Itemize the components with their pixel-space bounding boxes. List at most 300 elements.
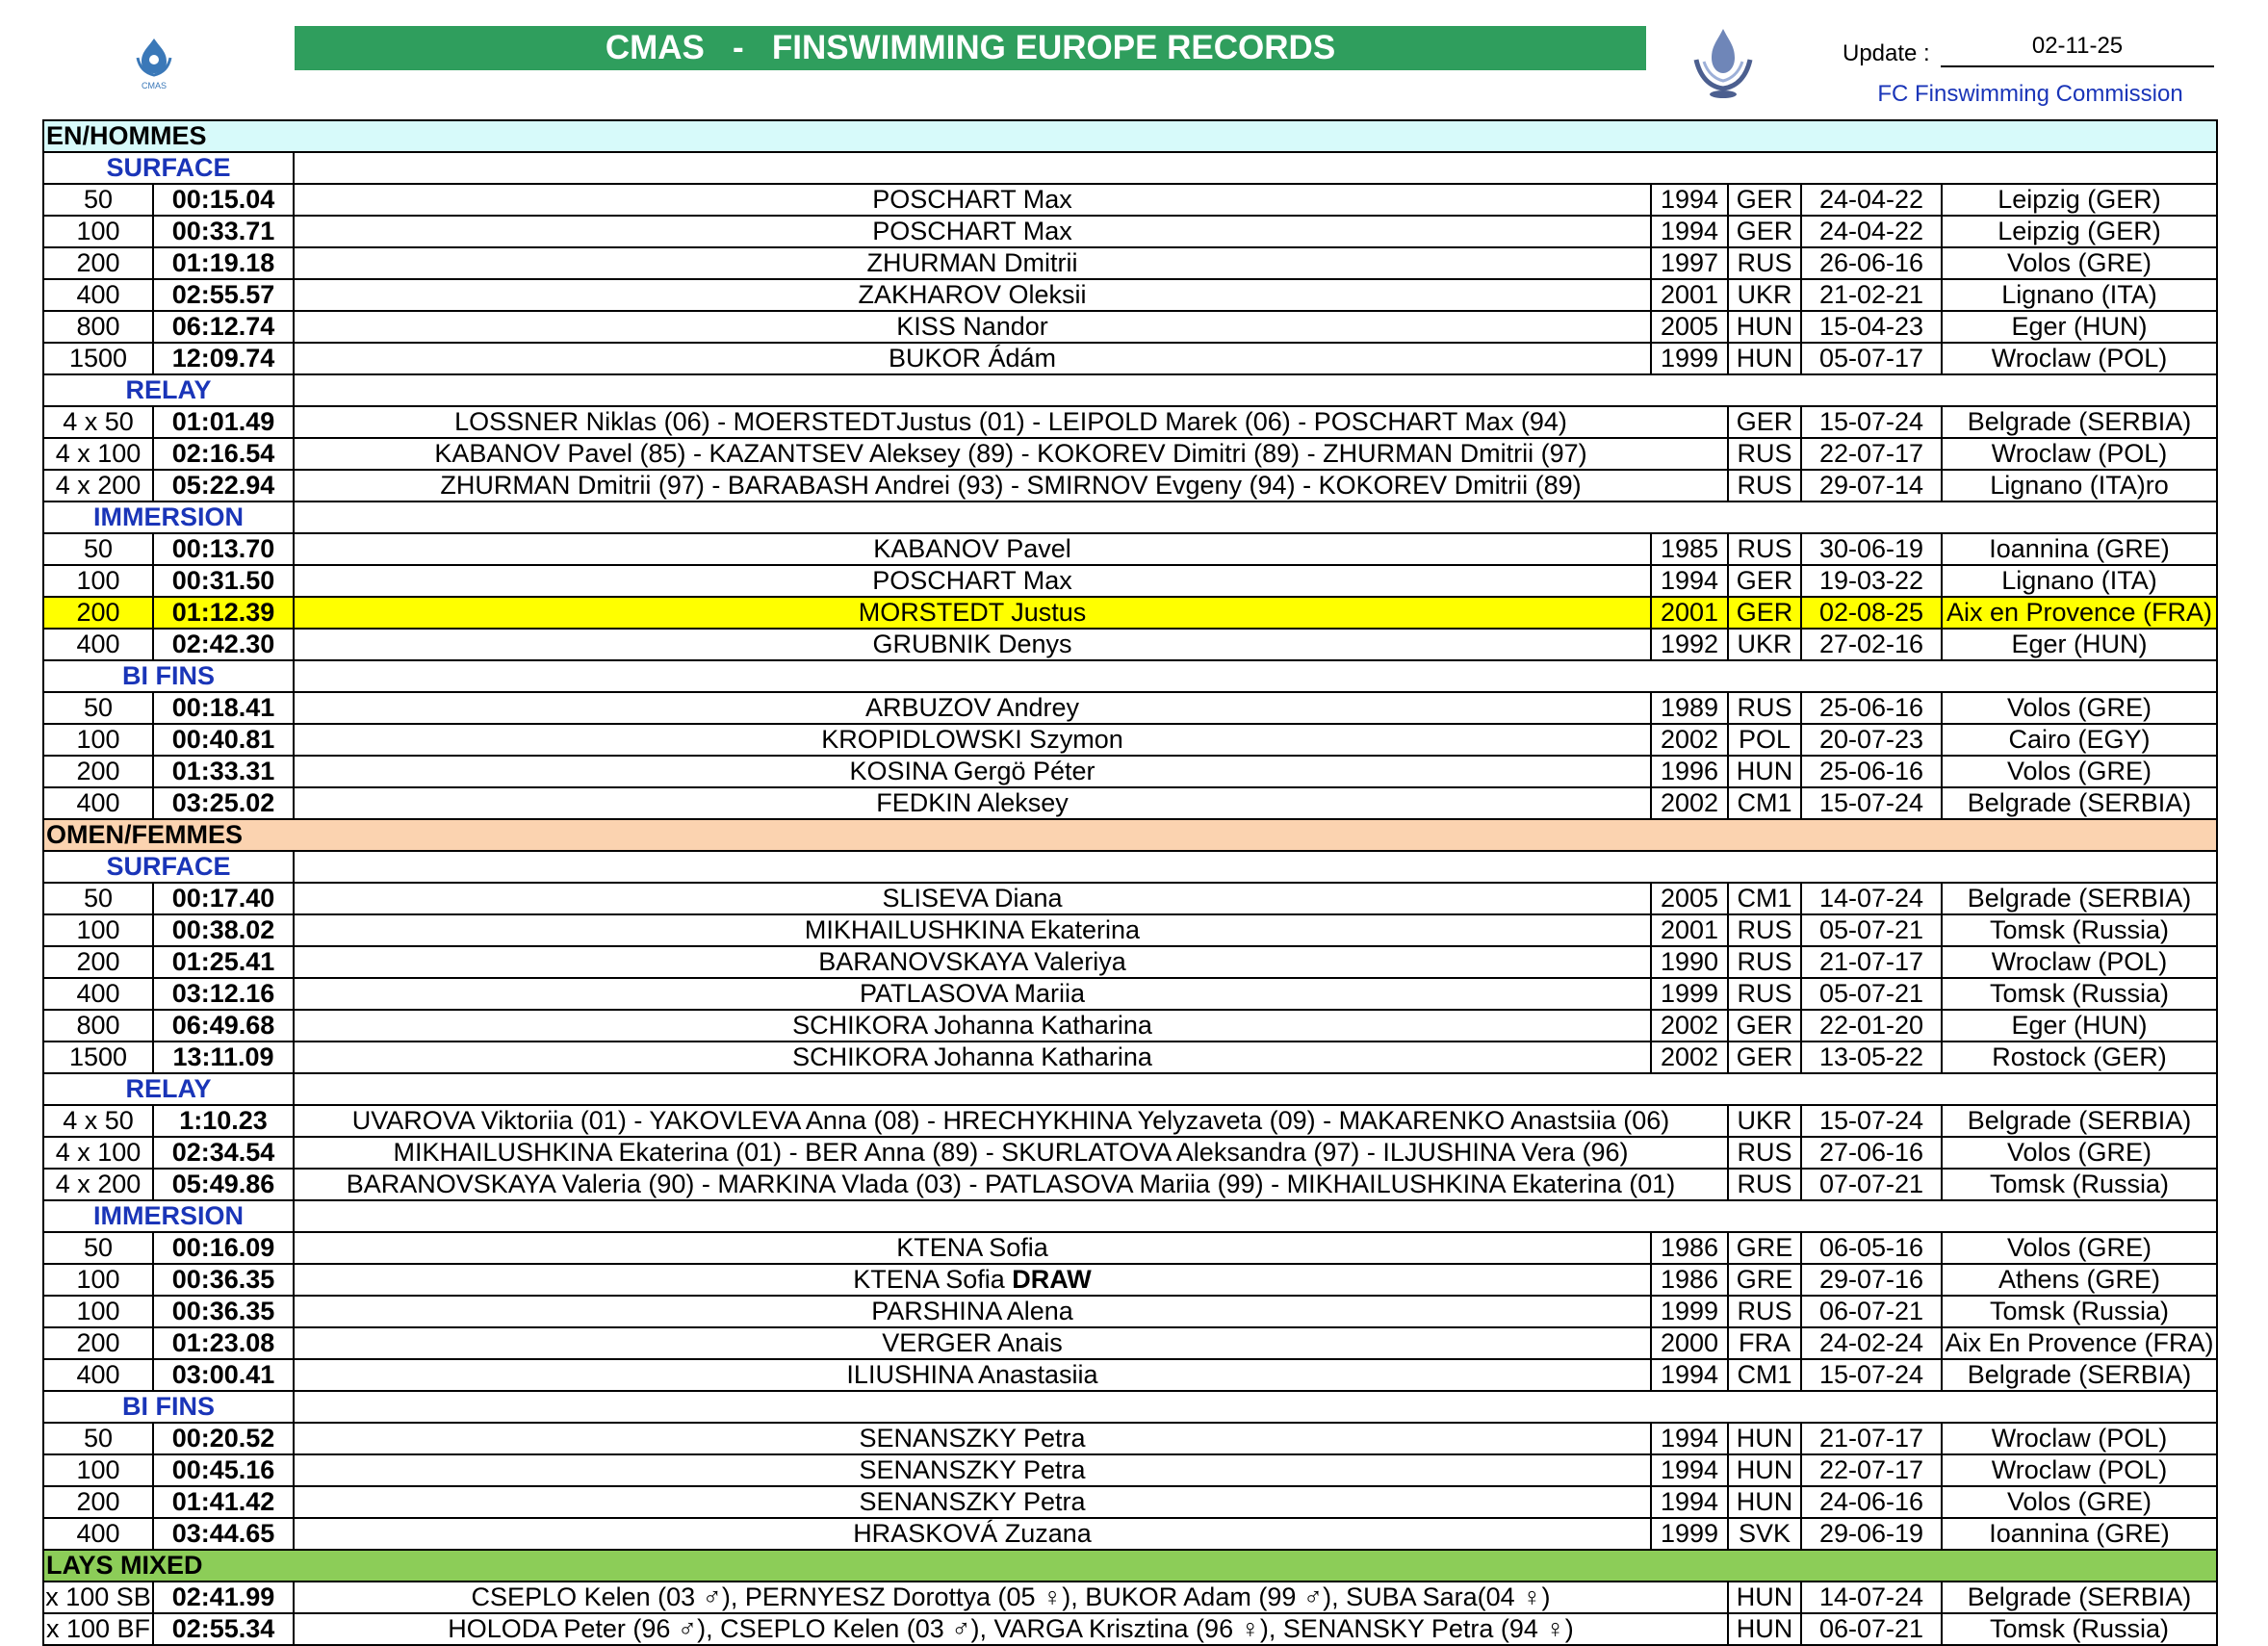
athlete-name: SENANSZKY Petra bbox=[859, 1487, 1086, 1516]
date-cell: 19-03-22 bbox=[1801, 565, 1942, 597]
nation-cell: HUN bbox=[1728, 311, 1801, 343]
date-cell: 27-06-16 bbox=[1801, 1137, 1942, 1169]
athlete-cell bbox=[294, 787, 1651, 819]
date-cell: 29-06-19 bbox=[1801, 1518, 1942, 1550]
date-cell: 20-07-23 bbox=[1801, 724, 1942, 756]
date-cell: 07-07-21 bbox=[1801, 1169, 1942, 1200]
athlete-cell bbox=[294, 1296, 1651, 1327]
athlete-cell bbox=[294, 1518, 1651, 1550]
place-cell col-right-border: Tomsk (Russia) bbox=[1942, 1613, 2217, 1645]
athlete-cell bbox=[294, 1010, 1651, 1042]
category-label: IMMERSION bbox=[43, 502, 294, 533]
records-table bbox=[42, 119, 2218, 1646]
athlete-cell bbox=[294, 1454, 1651, 1486]
cmas-emblem-icon bbox=[1683, 23, 1764, 100]
date-cell: 24-04-22 bbox=[1801, 216, 1942, 247]
time-cell: 00:15.04 bbox=[153, 184, 294, 216]
record-row bbox=[43, 184, 2217, 216]
time-cell: 00:13.70 bbox=[153, 533, 294, 565]
distance-cell: 200 bbox=[43, 1327, 153, 1359]
distance-cell: 400 bbox=[43, 978, 153, 1010]
athlete-cell bbox=[294, 1423, 1651, 1454]
place-cell col-right-border: Belgrade (SERBIA) bbox=[1942, 1105, 2217, 1137]
time-cell: 03:00.41 bbox=[153, 1359, 294, 1391]
nation-cell: RUS bbox=[1728, 438, 1801, 470]
birth-year-cell: 1999 bbox=[1651, 1518, 1728, 1550]
athlete-name: POSCHART Max bbox=[872, 217, 1072, 245]
distance-cell: 1500 bbox=[43, 343, 153, 374]
nation-cell: CM1 bbox=[1728, 883, 1801, 914]
nation-cell: GER bbox=[1728, 216, 1801, 247]
distance-cell: 800 bbox=[43, 311, 153, 343]
nation-cell: RUS bbox=[1728, 1169, 1801, 1200]
time-cell: 05:22.94 bbox=[153, 470, 294, 502]
athlete-name: KTENA Sofia bbox=[896, 1233, 1048, 1262]
date-cell: 02-08-25 bbox=[1801, 597, 1942, 629]
nation-cell: GRE bbox=[1728, 1232, 1801, 1264]
time-cell: 00:40.81 bbox=[153, 724, 294, 756]
place-cell col-right-border: Eger (HUN) bbox=[1942, 311, 2217, 343]
place-cell col-right-border: Leipzig (GER) bbox=[1942, 184, 2217, 216]
category-label: IMMERSION bbox=[43, 1200, 294, 1232]
distance-cell: 200 bbox=[43, 247, 153, 279]
time-cell: 13:11.09 bbox=[153, 1042, 294, 1073]
record-row bbox=[43, 1137, 2217, 1169]
birth-year-cell: 2001 bbox=[1651, 914, 1728, 946]
record-row bbox=[43, 1582, 2217, 1613]
category-header-row bbox=[43, 660, 2217, 692]
athlete-cell bbox=[294, 1486, 1651, 1518]
time-cell: 03:44.65 bbox=[153, 1518, 294, 1550]
time-cell: 00:33.71 bbox=[153, 216, 294, 247]
place-cell col-right-border: Lignano (ITA) bbox=[1942, 279, 2217, 311]
athlete-cell bbox=[294, 1359, 1651, 1391]
date-cell: 05-07-21 bbox=[1801, 978, 1942, 1010]
birth-year-cell: 1986 bbox=[1651, 1232, 1728, 1264]
athlete-cell bbox=[294, 914, 1651, 946]
section-header-row bbox=[43, 1550, 2217, 1582]
athlete-name: VERGER Anais bbox=[882, 1328, 1063, 1357]
distance-cell: 100 bbox=[43, 1296, 153, 1327]
record-row bbox=[43, 343, 2217, 374]
record-row bbox=[43, 978, 2217, 1010]
athlete-name: SENANSZKY Petra bbox=[859, 1455, 1086, 1484]
record-row bbox=[43, 1613, 2217, 1645]
distance-cell: 100 bbox=[43, 216, 153, 247]
place-cell col-right-border: Belgrade (SERBIA) bbox=[1942, 406, 2217, 438]
date-cell: 24-02-24 bbox=[1801, 1327, 1942, 1359]
athlete-name: SCHIKORA Johanna Katharina bbox=[792, 1042, 1152, 1071]
athlete-name: GRUBNIK Denys bbox=[872, 630, 1072, 658]
place-cell col-right-border: Volos (GRE) bbox=[1942, 247, 2217, 279]
distance-cell: 200 bbox=[43, 597, 153, 629]
birth-year-cell: 1994 bbox=[1651, 1423, 1728, 1454]
record-row bbox=[43, 1423, 2217, 1454]
distance-cell: 400 bbox=[43, 629, 153, 660]
time-cell: 00:45.16 bbox=[153, 1454, 294, 1486]
category-header-row bbox=[43, 851, 2217, 883]
place-cell col-right-border: Ioannina (GRE) bbox=[1942, 533, 2217, 565]
category-label: RELAY bbox=[43, 374, 294, 406]
athlete-cell bbox=[294, 279, 1651, 311]
category-spacer bbox=[294, 152, 2217, 184]
birth-year-cell: 1994 bbox=[1651, 216, 1728, 247]
category-header-row bbox=[43, 502, 2217, 533]
distance-cell: 4 x 50 bbox=[43, 1105, 153, 1137]
section-label: OMEN/FEMMES bbox=[43, 819, 2217, 851]
place-cell col-right-border: Aix En Provence (FRA) bbox=[1942, 1327, 2217, 1359]
time-cell: 00:36.35 bbox=[153, 1264, 294, 1296]
nation-cell: UKR bbox=[1728, 629, 1801, 660]
record-row bbox=[43, 1518, 2217, 1550]
record-row bbox=[43, 1359, 2217, 1391]
distance-cell: 100 bbox=[43, 1264, 153, 1296]
athlete-name: KOSINA Gergö Péter bbox=[849, 757, 1095, 785]
nation-cell: HUN bbox=[1728, 1582, 1801, 1613]
record-row bbox=[43, 883, 2217, 914]
nation-cell: CM1 bbox=[1728, 1359, 1801, 1391]
record-row bbox=[43, 279, 2217, 311]
record-row bbox=[43, 533, 2217, 565]
distance-cell: 4 x 100 bbox=[43, 1137, 153, 1169]
date-cell: 29-07-16 bbox=[1801, 1264, 1942, 1296]
record-row bbox=[43, 311, 2217, 343]
date-cell: 24-04-22 bbox=[1801, 184, 1942, 216]
birth-year-cell: 1996 bbox=[1651, 756, 1728, 787]
date-cell: 22-07-17 bbox=[1801, 1454, 1942, 1486]
date-cell: 15-07-24 bbox=[1801, 787, 1942, 819]
athlete-name: POSCHART Max bbox=[872, 185, 1072, 214]
record-row bbox=[43, 406, 2217, 438]
nation-cell: GER bbox=[1728, 1010, 1801, 1042]
time-cell: 01:41.42 bbox=[153, 1486, 294, 1518]
distance-cell: 200 bbox=[43, 946, 153, 978]
record-row bbox=[43, 1486, 2217, 1518]
birth-year-cell: 2002 bbox=[1651, 787, 1728, 819]
nation-cell: RUS bbox=[1728, 1296, 1801, 1327]
athlete-cell bbox=[294, 247, 1651, 279]
category-spacer bbox=[294, 374, 2217, 406]
nation-cell: HUN bbox=[1728, 1613, 1801, 1645]
place-cell col-right-border: Eger (HUN) bbox=[1942, 1010, 2217, 1042]
distance-cell: 400 bbox=[43, 1518, 153, 1550]
distance-cell: 400 bbox=[43, 279, 153, 311]
athlete-cell bbox=[294, 565, 1651, 597]
update-date: 02-11-25 bbox=[1941, 33, 2214, 67]
date-cell: 06-07-21 bbox=[1801, 1296, 1942, 1327]
place-cell col-right-border: Volos (GRE) bbox=[1942, 1137, 2217, 1169]
time-cell: 02:16.54 bbox=[153, 438, 294, 470]
category-header-row bbox=[43, 1391, 2217, 1423]
distance-cell: x 100 SB bbox=[43, 1582, 153, 1613]
nation-cell: HUN bbox=[1728, 756, 1801, 787]
athlete-name: KABANOV Pavel bbox=[873, 534, 1071, 563]
athlete-name: KTENA Sofia bbox=[853, 1265, 1005, 1294]
athlete-cell bbox=[294, 1327, 1651, 1359]
athlete-cell: ZHURMAN Dmitrii (97) - BARABASH Andrei (93) - SMIRNOV Evgeny (94) - KOKOREV Dmitrii (89) bbox=[294, 470, 1728, 502]
category-label: BI FINS bbox=[43, 660, 294, 692]
athlete-cell bbox=[294, 978, 1651, 1010]
logo-text: CMAS bbox=[141, 81, 168, 90]
distance-cell: 50 bbox=[43, 692, 153, 724]
nation-cell: POL bbox=[1728, 724, 1801, 756]
birth-year-cell: 2001 bbox=[1651, 279, 1728, 311]
place-cell col-right-border: Wroclaw (POL) bbox=[1942, 438, 2217, 470]
nation-cell: RUS bbox=[1728, 470, 1801, 502]
birth-year-cell: 1994 bbox=[1651, 565, 1728, 597]
nation-cell: UKR bbox=[1728, 279, 1801, 311]
distance-cell: 100 bbox=[43, 724, 153, 756]
record-row bbox=[43, 1010, 2217, 1042]
place-cell col-right-border: Athens (GRE) bbox=[1942, 1264, 2217, 1296]
distance-cell: 50 bbox=[43, 1423, 153, 1454]
date-cell: 15-07-24 bbox=[1801, 1105, 1942, 1137]
record-row bbox=[43, 438, 2217, 470]
distance-cell: 100 bbox=[43, 565, 153, 597]
place-cell col-right-border: Volos (GRE) bbox=[1942, 692, 2217, 724]
place-cell col-right-border: Cairo (EGY) bbox=[1942, 724, 2217, 756]
record-row bbox=[43, 565, 2217, 597]
distance-cell: 50 bbox=[43, 533, 153, 565]
section-label: LAYS MIXED bbox=[43, 1550, 2217, 1582]
athlete-cell bbox=[294, 883, 1651, 914]
date-cell: 21-07-17 bbox=[1801, 1423, 1942, 1454]
athlete-cell bbox=[294, 692, 1651, 724]
athlete-cell: HOLODA Peter (96 ♂), CSEPLO Kelen (03 ♂), VARGA Krisztina (96 ♀), SENANSKY Petra (94 ♀) bbox=[294, 1613, 1728, 1645]
nation-cell: RUS bbox=[1728, 946, 1801, 978]
category-spacer bbox=[294, 851, 2217, 883]
date-cell: 15-04-23 bbox=[1801, 311, 1942, 343]
athlete-cell: CSEPLO Kelen (03 ♂), PERNYESZ Dorottya (05 ♀), BUKOR Adam (99 ♂), SUBA Sara(04 ♀) bbox=[294, 1582, 1728, 1613]
athlete-name: SENANSZKY Petra bbox=[859, 1424, 1086, 1453]
nation-cell: GRE bbox=[1728, 1264, 1801, 1296]
date-cell: 27-02-16 bbox=[1801, 629, 1942, 660]
record-row bbox=[43, 629, 2217, 660]
category-spacer bbox=[294, 660, 2217, 692]
nation-cell: GER bbox=[1728, 184, 1801, 216]
place-cell col-right-border: Belgrade (SERBIA) bbox=[1942, 1359, 2217, 1391]
athlete-name: FEDKIN Aleksey bbox=[876, 788, 1069, 817]
date-cell: 21-02-21 bbox=[1801, 279, 1942, 311]
time-cell: 12:09.74 bbox=[153, 343, 294, 374]
time-cell: 01:12.39 bbox=[153, 597, 294, 629]
birth-year-cell: 1994 bbox=[1651, 1359, 1728, 1391]
athlete-cell bbox=[294, 946, 1651, 978]
record-row bbox=[43, 1264, 2217, 1296]
distance-cell: x 100 BF bbox=[43, 1613, 153, 1645]
category-spacer bbox=[294, 1391, 2217, 1423]
athlete-cell bbox=[294, 629, 1651, 660]
birth-year-cell: 2000 bbox=[1651, 1327, 1728, 1359]
date-cell: 05-07-21 bbox=[1801, 914, 1942, 946]
time-cell: 03:25.02 bbox=[153, 787, 294, 819]
record-row bbox=[43, 247, 2217, 279]
time-cell: 03:12.16 bbox=[153, 978, 294, 1010]
category-label: SURFACE bbox=[43, 152, 294, 184]
page-title: CMAS - FINSWIMMING EUROPE RECORDS bbox=[295, 26, 1646, 70]
distance-cell: 400 bbox=[43, 1359, 153, 1391]
time-cell: 02:55.57 bbox=[153, 279, 294, 311]
time-cell: 00:38.02 bbox=[153, 914, 294, 946]
date-cell: 24-06-16 bbox=[1801, 1486, 1942, 1518]
nation-cell: RUS bbox=[1728, 533, 1801, 565]
category-label: RELAY bbox=[43, 1073, 294, 1105]
athlete-name: KISS Nandor bbox=[896, 312, 1048, 341]
nation-cell: GER bbox=[1728, 406, 1801, 438]
athlete-name: MIKHAILUSHKINA Ekaterina bbox=[804, 915, 1141, 944]
distance-cell: 50 bbox=[43, 1232, 153, 1264]
date-cell: 26-06-16 bbox=[1801, 247, 1942, 279]
date-cell: 22-01-20 bbox=[1801, 1010, 1942, 1042]
draw-note: DRAW bbox=[1012, 1265, 1092, 1294]
place-cell col-right-border: Lignano (ITA) bbox=[1942, 565, 2217, 597]
record-row bbox=[43, 1454, 2217, 1486]
nation-cell: UKR bbox=[1728, 1105, 1801, 1137]
distance-cell: 100 bbox=[43, 1454, 153, 1486]
record-row bbox=[43, 692, 2217, 724]
athlete-name: PATLASOVA Mariia bbox=[859, 979, 1086, 1008]
athlete-cell bbox=[294, 216, 1651, 247]
date-cell: 05-07-17 bbox=[1801, 343, 1942, 374]
nation-cell: SVK bbox=[1728, 1518, 1801, 1550]
time-cell: 00:20.52 bbox=[153, 1423, 294, 1454]
record-row bbox=[43, 216, 2217, 247]
place-cell col-right-border: Volos (GRE) bbox=[1942, 756, 2217, 787]
athlete-cell bbox=[294, 311, 1651, 343]
athlete-cell bbox=[294, 184, 1651, 216]
update-label: Update : bbox=[1843, 40, 1930, 66]
athlete-cell: MIKHAILUSHKINA Ekaterina (01) - BER Anna (89) - SKURLATOVA Aleksandra (97) - ILJUSHINA Vera (96) bbox=[294, 1137, 1728, 1169]
time-cell: 02:55.34 bbox=[153, 1613, 294, 1645]
athlete-name: MORSTEDT Justus bbox=[858, 598, 1087, 627]
athlete-cell: KABANOV Pavel (85) - KAZANTSEV Aleksey (89) - KOKOREV Dimitri (89) - ZHURMAN Dmitrii (97) bbox=[294, 438, 1728, 470]
nation-cell: GER bbox=[1728, 565, 1801, 597]
birth-year-cell: 2001 bbox=[1651, 597, 1728, 629]
place-cell col-right-border: Wroclaw (POL) bbox=[1942, 343, 2217, 374]
category-header-row bbox=[43, 152, 2217, 184]
birth-year-cell: 1989 bbox=[1651, 692, 1728, 724]
time-cell: 1:10.23 bbox=[153, 1105, 294, 1137]
nation-cell: CM1 bbox=[1728, 787, 1801, 819]
time-cell: 05:49.86 bbox=[153, 1169, 294, 1200]
category-header-row bbox=[43, 1073, 2217, 1105]
distance-cell: 4 x 200 bbox=[43, 1169, 153, 1200]
record-row bbox=[43, 1232, 2217, 1264]
time-cell: 00:16.09 bbox=[153, 1232, 294, 1264]
record-row bbox=[43, 470, 2217, 502]
date-cell: 15-07-24 bbox=[1801, 406, 1942, 438]
athlete-cell: LOSSNER Niklas (06) - MOERSTEDTJustus (01) - LEIPOLD Marek (06) - POSCHART Max (94) bbox=[294, 406, 1728, 438]
cmas-logo-icon bbox=[128, 35, 180, 92]
distance-cell: 200 bbox=[43, 1486, 153, 1518]
athlete-name: HRASKOVÁ Zuzana bbox=[853, 1519, 1092, 1548]
date-cell: 22-07-17 bbox=[1801, 438, 1942, 470]
time-cell: 02:34.54 bbox=[153, 1137, 294, 1169]
place-cell col-right-border: Volos (GRE) bbox=[1942, 1232, 2217, 1264]
section-header-row bbox=[43, 120, 2217, 152]
birth-year-cell: 1986 bbox=[1651, 1264, 1728, 1296]
distance-cell: 100 bbox=[43, 914, 153, 946]
place-cell col-right-border: Leipzig (GER) bbox=[1942, 216, 2217, 247]
distance-cell: 1500 bbox=[43, 1042, 153, 1073]
distance-cell: 200 bbox=[43, 756, 153, 787]
record-row bbox=[43, 1169, 2217, 1200]
place-cell col-right-border: Ioannina (GRE) bbox=[1942, 1518, 2217, 1550]
athlete-cell bbox=[294, 756, 1651, 787]
distance-cell: 800 bbox=[43, 1010, 153, 1042]
birth-year-cell: 1999 bbox=[1651, 343, 1728, 374]
commission-label: FC Finswimming Commission bbox=[1877, 81, 2183, 107]
athlete-cell bbox=[294, 1232, 1651, 1264]
athlete-cell bbox=[294, 1264, 1651, 1296]
category-spacer bbox=[294, 502, 2217, 533]
nation-cell: HUN bbox=[1728, 1423, 1801, 1454]
athlete-cell bbox=[294, 724, 1651, 756]
category-header-row bbox=[43, 374, 2217, 406]
distance-cell: 50 bbox=[43, 184, 153, 216]
athlete-name: POSCHART Max bbox=[872, 566, 1072, 595]
time-cell: 01:33.31 bbox=[153, 756, 294, 787]
category-spacer bbox=[294, 1200, 2217, 1232]
athlete-cell bbox=[294, 533, 1651, 565]
athlete-cell bbox=[294, 343, 1651, 374]
nation-cell: HUN bbox=[1728, 1486, 1801, 1518]
date-cell: 06-05-16 bbox=[1801, 1232, 1942, 1264]
birth-year-cell: 1997 bbox=[1651, 247, 1728, 279]
place-cell col-right-border: Tomsk (Russia) bbox=[1942, 978, 2217, 1010]
date-cell: 25-06-16 bbox=[1801, 692, 1942, 724]
date-cell: 13-05-22 bbox=[1801, 1042, 1942, 1073]
place-cell col-right-border: Lignano (ITA)ro bbox=[1942, 470, 2217, 502]
birth-year-cell: 1994 bbox=[1651, 1454, 1728, 1486]
place-cell col-right-border: Eger (HUN) bbox=[1942, 629, 2217, 660]
record-row bbox=[43, 756, 2217, 787]
place-cell col-right-border: Volos (GRE) bbox=[1942, 1486, 2217, 1518]
place-cell col-right-border: Belgrade (SERBIA) bbox=[1942, 1582, 2217, 1613]
nation-cell: RUS bbox=[1728, 1137, 1801, 1169]
date-cell: 14-07-24 bbox=[1801, 883, 1942, 914]
date-cell: 06-07-21 bbox=[1801, 1613, 1942, 1645]
time-cell: 02:41.99 bbox=[153, 1582, 294, 1613]
birth-year-cell: 1990 bbox=[1651, 946, 1728, 978]
nation-cell: RUS bbox=[1728, 978, 1801, 1010]
date-cell: 29-07-14 bbox=[1801, 470, 1942, 502]
time-cell: 01:01.49 bbox=[153, 406, 294, 438]
distance-cell: 4 x 100 bbox=[43, 438, 153, 470]
birth-year-cell: 2002 bbox=[1651, 1042, 1728, 1073]
athlete-name: ARBUZOV Andrey bbox=[864, 693, 1080, 722]
date-cell: 30-06-19 bbox=[1801, 533, 1942, 565]
place-cell col-right-border: Tomsk (Russia) bbox=[1942, 1169, 2217, 1200]
record-row bbox=[43, 787, 2217, 819]
record-row bbox=[43, 724, 2217, 756]
nation-cell: HUN bbox=[1728, 1454, 1801, 1486]
section-label: EN/HOMMES bbox=[43, 120, 2217, 152]
distance-cell: 4 x 200 bbox=[43, 470, 153, 502]
place-cell col-right-border: Aix en Provence (FRA) bbox=[1942, 597, 2217, 629]
time-cell: 02:42.30 bbox=[153, 629, 294, 660]
birth-year-cell: 1994 bbox=[1651, 1486, 1728, 1518]
time-cell: 00:31.50 bbox=[153, 565, 294, 597]
athlete-name: SLISEVA Diana bbox=[882, 884, 1063, 913]
time-cell: 06:49.68 bbox=[153, 1010, 294, 1042]
record-row bbox=[43, 1296, 2217, 1327]
nation-cell: RUS bbox=[1728, 692, 1801, 724]
nation-cell: RUS bbox=[1728, 247, 1801, 279]
nation-cell: GER bbox=[1728, 597, 1801, 629]
athlete-cell bbox=[294, 597, 1651, 629]
time-cell: 00:18.41 bbox=[153, 692, 294, 724]
